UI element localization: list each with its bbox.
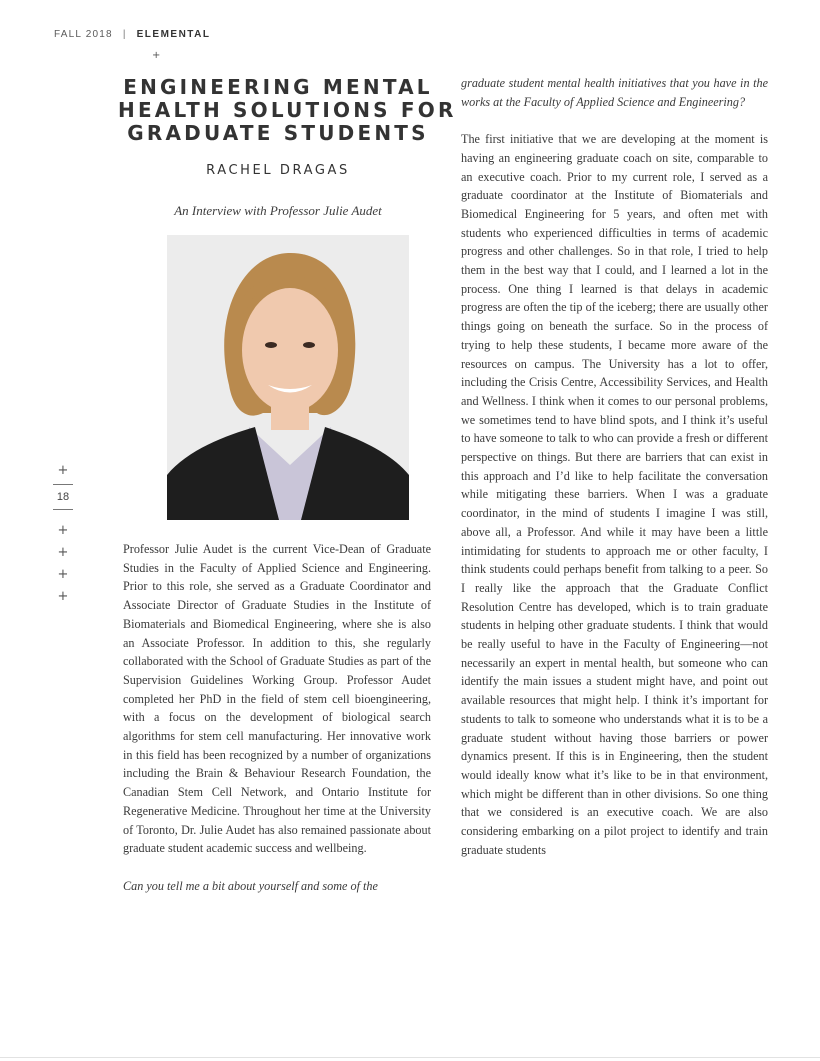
left-column: [123, 540, 431, 895]
issue-label: FALL 2018: [54, 29, 113, 40]
plus-ornament-icon: +: [152, 50, 161, 61]
running-header: [54, 29, 211, 40]
author-byline: RACHEL DRAGAS: [206, 163, 350, 178]
page-bottom-rule: [0, 1057, 820, 1058]
page-number: 18: [56, 491, 70, 503]
plus-ornament-icon: +: [57, 567, 69, 582]
title-line: HEALTH SOLUTIONS FOR: [118, 98, 457, 122]
plus-ornament-icon: +: [57, 589, 69, 604]
portrait-illustration: [167, 235, 409, 520]
plus-ornament-icon: +: [57, 523, 69, 538]
magazine-name: ELEMENTAL: [136, 29, 211, 40]
interview-question-continued: graduate student mental health initiatives that you have in the works at the Faculty of Applied Science and Engineering?: [461, 76, 768, 109]
rail-divider: [53, 484, 73, 485]
header-separator: |: [122, 29, 127, 40]
plus-ornament-icon: +: [57, 545, 69, 560]
right-column: [461, 74, 768, 860]
portrait-photo: [167, 235, 409, 520]
plus-ornament-icon: +: [57, 463, 69, 478]
article-subtitle: An Interview with Professor Julie Audet: [174, 203, 382, 218]
page-rail: [52, 460, 74, 608]
title-line: GRADUATE STUDENTS: [127, 121, 429, 145]
interview-answer: The first initiative that we are developing at the moment is having an engineering graduate coach on site, comparable to an executive coach. Prior to my current role, I served as a graduate coordinator at the Institute of Biomaterials and Biomedical Engineering for 5 years, and often met with students who experienced difficulties in terms of academic progress and other challenges. So in that role, I tried to help them in the best way that I could, and I learned a lot in the process. One thing I learned is that delays in academic progress are often the tip of the iceberg; there are usually other things going on beneath the surface. So in the process of trying to help these students, I became more aware of the resources on campus. The University has a lot to offer, including the Crisis Centre, Accessibility Services, and Health and Wellness. I think when it comes to our personal problems, we sometimes tend to have blind spots, and I think it’s useful to have someone to talk to who can provide a fresh or different perspective on things. But there are barriers that can exist in this approach and I’d like to help facilitate the conversation while mitigating these barriers. When I was a graduate coordinator, in the mind of students I imagine I was still, above all, a Professor. And while it may have been a little intimidating for students to approach me or other faculty, I think students could perhaps benefit from talking to a peer. So I really like the approach that the Graduate Conflict Resolution Centre has developed, which is to train graduate students in helping other graduate students. I think that would be really useful to have in the Faculty of Engineering—not necessarily an expert in mental health, but someone who can identify the main issues a student might have, and point out available resources that might help. I think it’s important for students to talk to someone who understands what it is to be a graduate student without having those barriers or power dynamics present. If this is in Engineering, then the student would ideally know what it’s like to be in that environment, which might be different than in other divisions. So one thing that we considered is an executive coach. We are also considering embarking on a pilot project to identify and train graduate students: [461, 132, 768, 857]
bio-paragraph: Professor Julie Audet is the current Vice-Dean of Graduate Studies in the Faculty of Applied Science and Engineering. Prior to this role, she served as a Graduate Coordinator and Associate Director of Graduate Studies in the Institute of Biomaterials and Biomedical Engineering, where she is also an Associate Professor. In addition to this, she regularly collaborated with the School of Graduate Studies as part of the Supervision Guidelines Working Group. Professor Audet completed her PhD in the field of stem cell bioengineering, with a focus on the development of biological search algorithms for stem cell manufacturing. Her innovative work in this field has been recognized by a number of organizations including the Brain & Behaviour Research Foundation, the Canadian Stem Cell Network, and Ontario Institute for Regenerative Medicine. Throughout her time at the University of Toronto, Dr. Julie Audet has also remained passionate about graduate student academic success and wellbeing.: [123, 542, 431, 856]
interview-question: Can you tell me a bit about yourself and some of the: [123, 878, 378, 893]
rail-divider: [53, 509, 73, 510]
article-title: [118, 75, 457, 145]
title-line: ENGINEERING MENTAL: [123, 75, 433, 99]
